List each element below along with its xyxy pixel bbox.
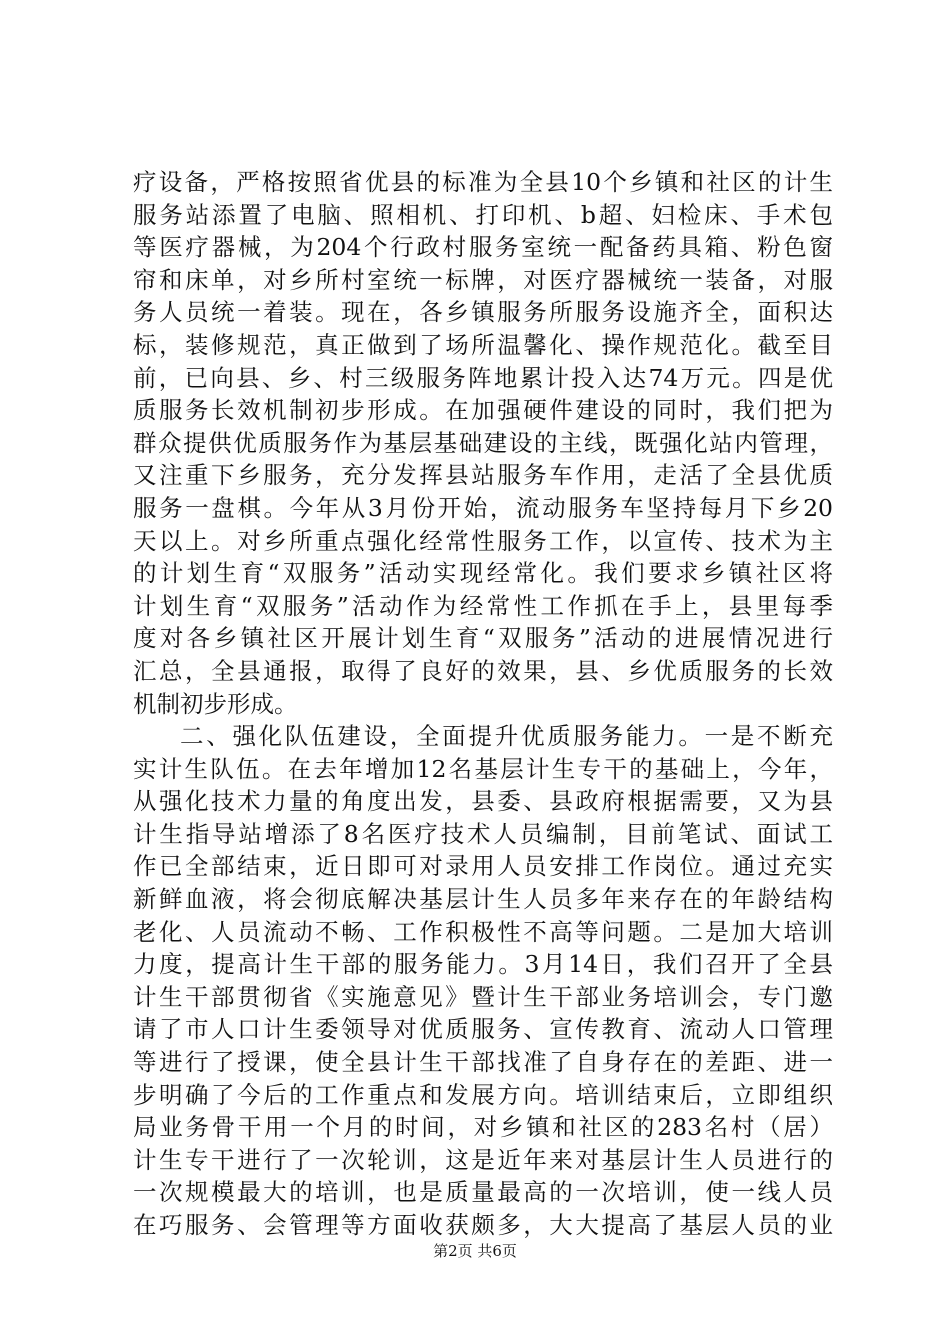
text-line: 务人员统一着装。现在，各乡镇服务所服务设施齐全，面积达 bbox=[133, 298, 833, 327]
text-line: 疗设备，严格按照省优县的标准为全县10个乡镇和社区的计生 bbox=[133, 168, 833, 196]
text-line: 等医疗器械，为204个行政村服务室统一配备药具箱、粉色窗 bbox=[133, 233, 833, 262]
text-line: 又注重下乡服务，充分发挥县站服务车作用，走活了全县优质 bbox=[133, 461, 833, 490]
text-line: 力度，提高计生干部的服务能力。3月14日，我们召开了全县 bbox=[133, 950, 833, 979]
text-line: 作已全部结束，近日即可对录用人员安排工作岗位。通过充实 bbox=[133, 852, 833, 881]
text-line: 新鲜血液，将会彻底解决基层计生人员多年来存在的年龄结构 bbox=[133, 885, 833, 914]
text-line: 服务站添置了电脑、照相机、打印机、b超、妇检床、手术包 bbox=[133, 200, 833, 229]
text-line: 计生专干进行了一次轮训，这是近年来对基层计生人员进行的 bbox=[133, 1145, 833, 1174]
text-line: 服务一盘棋。今年从3月份开始，流动服务车坚持每月下乡20 bbox=[133, 493, 833, 522]
text-line: 计划生育“双服务”活动作为经常性工作抓在手上，县里每季 bbox=[133, 591, 833, 620]
paragraph-first-line: 二、强化队伍建设，全面提升优质服务能力。一是不断充 bbox=[180, 722, 833, 751]
text-line: 局业务骨干用一个月的时间，对乡镇和社区的283名村（居） bbox=[133, 1113, 833, 1142]
text-line: 计生干部贯彻省《实施意见》暨计生干部业务培训会，专门邀 bbox=[133, 982, 833, 1011]
text-line: 标，装修规范，真正做到了场所温馨化、操作规范化。截至目 bbox=[133, 330, 833, 359]
text-line: 老化、人员流动不畅、工作积极性不高等问题。二是加大培训 bbox=[133, 917, 833, 946]
body-text bbox=[133, 166, 833, 1242]
page-number-footer: 第2页 共6页 bbox=[433, 1242, 517, 1260]
text-line: 汇总，全县通报，取得了良好的效果，县、乡优质服务的长效 bbox=[133, 656, 833, 685]
text-line: 实计生队伍。在去年增加12名基层计生专干的基础上，今年， bbox=[133, 754, 833, 783]
text-line: 步明确了今后的工作重点和发展方向。培训结束后，立即组织 bbox=[133, 1080, 833, 1109]
text-line: 一次规模最大的培训，也是质量最高的一次培训，使一线人员 bbox=[133, 1178, 833, 1207]
text-line: 质服务长效机制初步形成。在加强硬件建设的同时，我们把为 bbox=[133, 396, 833, 425]
text-line: 在巧服务、会管理等方面收获颇多，大大提高了基层人员的业 bbox=[133, 1211, 833, 1239]
text-line: 请了市人口计生委领导对优质服务、宣传教育、流动人口管理 bbox=[133, 1015, 833, 1044]
text-line: 机制初步形成。 bbox=[133, 689, 298, 718]
text-line: 前，已向县、乡、村三级服务阵地累计投入达74万元。四是优 bbox=[133, 363, 833, 392]
text-line: 的计划生育“双服务”活动实现经常化。我们要求乡镇社区将 bbox=[133, 559, 833, 588]
text-line: 帘和床单，对乡所村室统一标牌，对医疗器械统一装备，对服 bbox=[133, 265, 833, 294]
text-line: 从强化技术力量的角度出发，县委、县政府根据需要，又为县 bbox=[133, 787, 833, 816]
text-line: 群众提供优质服务作为基层基础建设的主线，既强化站内管理， bbox=[133, 428, 833, 457]
text-line: 计生指导站增添了8名医疗技术人员编制，目前笔试、面试工 bbox=[133, 819, 833, 848]
text-line: 等进行了授课，使全县计生干部找准了自身存在的差距、进一 bbox=[133, 1048, 833, 1077]
text-line: 天以上。对乡所重点强化经常性服务工作，以宣传、技术为主 bbox=[133, 526, 833, 555]
text-line: 度对各乡镇社区开展计划生育“双服务”活动的进展情况进行 bbox=[133, 624, 833, 653]
